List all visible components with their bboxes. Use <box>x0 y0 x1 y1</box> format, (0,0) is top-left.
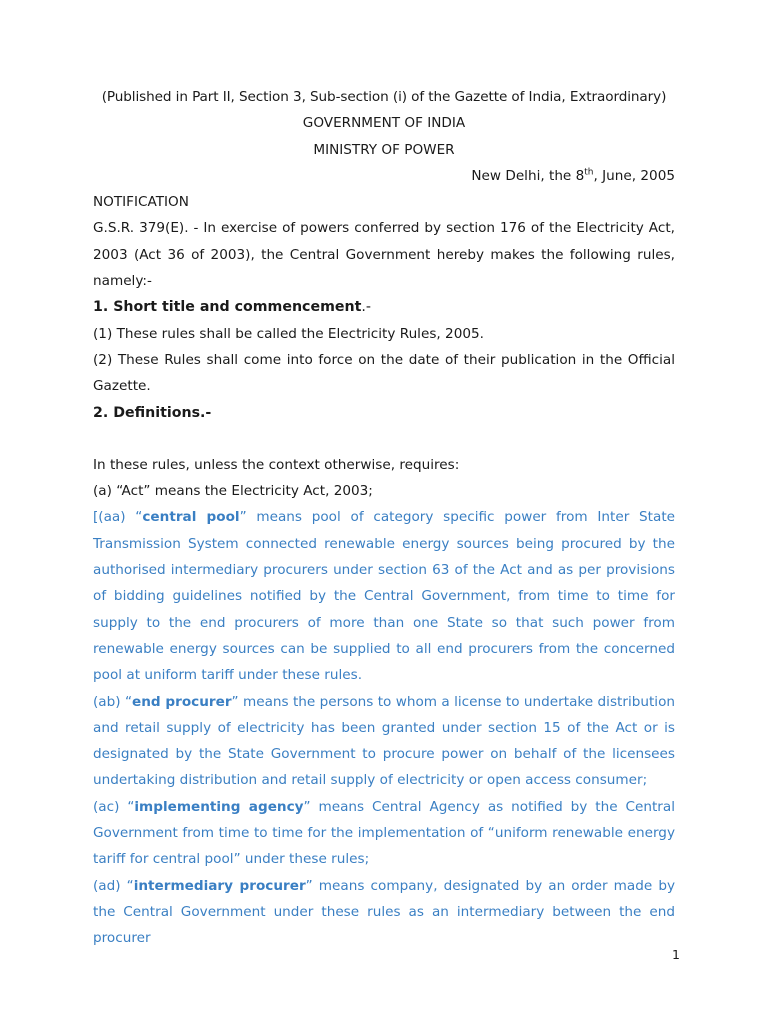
definition-ac-body: ” means Central Agency as notified by the Central Government from time to time for the implementation of “uniform renewable energy tariff for central pool” under these rules; <box>93 798 676 868</box>
definition-ac-prefix: (ac) “ <box>93 798 135 815</box>
definition-ad <box>93 873 675 952</box>
section-1-paragraph-1: (1) These rules shall be called the Electricity Rules, 2005. <box>93 325 484 342</box>
date-suffix: , June, 2005 <box>593 167 675 184</box>
spacer <box>93 426 675 452</box>
definition-ab <box>93 689 675 794</box>
definition-ad-body: ” means company, designated by an order made by the Central Government under these rules as an intermediary between the end procurer <box>93 877 675 947</box>
section-1-heading <box>93 294 675 320</box>
definition-aa-prefix: [(aa) “ <box>93 509 143 526</box>
section-1-heading-tail: .- <box>361 299 372 316</box>
page-number: 1 <box>672 947 680 962</box>
definition-ab-term: end procurer <box>131 693 232 710</box>
date-superscript: th <box>584 167 594 178</box>
definition-ac <box>93 794 675 873</box>
section-1-heading-text: 1. Short title and commencement <box>93 299 362 316</box>
date-prefix: New Delhi, the 8 <box>471 167 585 184</box>
section-2-intro: In these rules, unless the context otherwise, requires: <box>93 456 460 473</box>
definition-aa-term: central pool <box>142 509 240 526</box>
section-1-paragraph-2: (2) These Rules shall come into force on the date of their publication in the Official Gazette. <box>93 351 675 395</box>
ministry-title: MINISTRY OF POWER <box>313 141 455 158</box>
definition-ab-body: ” means the persons to whom a license to undertake distribution and retail supply of electricity has been granted under section 15 of the Act or is designated by the State Government to procure power on behalf of the licensees undertaking distribution and retail supply of electricity or open access consumer; <box>93 693 675 789</box>
document-body <box>93 84 675 952</box>
section-2-heading: 2. Definitions.- <box>93 404 212 421</box>
definition-ac-term: implementing agency <box>134 798 304 815</box>
notification-intro: G.S.R. 379(E). - In exercise of powers conferred by section 176 of the Electricity Act, 2003 (Act 36 of 2003), the Central Government hereby makes the following rules, namely:- <box>93 220 675 290</box>
government-title: GOVERNMENT OF INDIA <box>302 115 466 132</box>
notification-date <box>93 163 675 189</box>
publication-note: (Published in Part II, Section 3, Sub-section (i) of the Gazette of India, Extraordinary) <box>101 89 667 105</box>
definition-ad-term: intermediary procurer <box>133 877 306 894</box>
definition-aa-body: ” means pool of category specific power from Inter State Transmission System connected renewable energy sources being procured by the authorised intermediary procurers under section 63 of the Act and as per provisions of bidding guidelines notified by the Central Government, from time to time for supply to the end procurers of more than one State so that such power from renewable energy sources can be supplied to all end procurers from the concerned pool at uniform tariff under these rules. <box>93 509 676 684</box>
definition-aa <box>93 504 675 688</box>
definition-ad-prefix: (ad) “ <box>93 877 134 894</box>
definition-ab-prefix: (ab) “ <box>93 693 132 710</box>
notification-title: NOTIFICATION <box>93 194 189 211</box>
definition-a: (a) “Act” means the Electricity Act, 2003; <box>93 483 373 500</box>
